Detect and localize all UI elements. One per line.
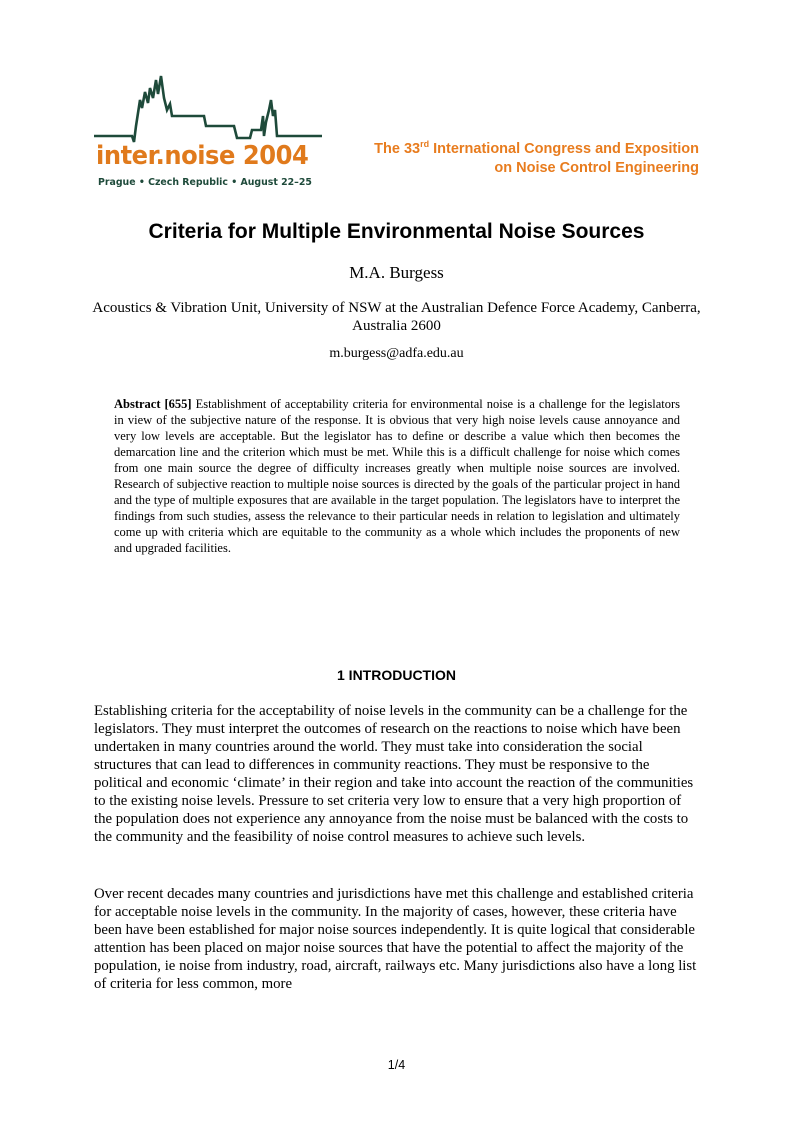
conference-header [330,140,699,178]
author-email: m.burgess@adfa.edu.au [329,346,464,361]
abstract [114,396,680,556]
conference-line-2: on Noise Control Engineering [494,160,699,176]
skyline-waveform-icon [94,70,326,150]
conference-prefix: The 33 [374,141,421,157]
logo-wordmark: inter.noise 2004 [96,141,309,171]
abstract-label: Abstract [655] [114,397,192,411]
conference-line-1 [330,140,699,159]
conference-ordinal: rd [420,139,430,149]
body-paragraph: Establishing criteria for the acceptability of noise levels in the community can be a challenge for the legislators. They must interpret the outcomes of research on the reactions to noise which have been undertaken in many countries around the world. They must take into consideration the social structures that can lead to differences in community reactions. They must be responsive to the political and economic ‘climate’ in their region and take into account the reaction of the communities to the existing noise levels. Pressure to set criteria very low to ensure that a very high proportion of the population does not experience any annoyance from the noise must be balanced with the costs to the community and the feasibility of noise control measures to achieve such levels. [94,703,694,845]
conference-logo [94,70,326,196]
abstract-text: Establishment of acceptability criteria for environmental noise is a challenge for the legislators in view of the subjective nature of the response. It is obvious that very high noise levels cause annoyance and very low levels are acceptable. But the legislator has to define or describe a value which then becomes the demarcation line and the criterion which must be met. While this is a difficult challenge for noise which comes from one main source the degree of difficulty increases greatly when multiple noise sources are involved. Research of subjective reaction to multiple noise sources is directed by the goals of the particular project in hand and the type of multiple exposures that are available in the target population. The legislators have to interpret the findings from such studies, assess the relevance to their particular needs in relation to legislation and ultimately come up with criteria which are equitable to the community as a whole which includes the proponents of new and upgraded facilities. [114,397,681,555]
body-paragraph: Over recent decades many countries and jurisdictions have met this challenge and established criteria for acceptable noise levels in the community. In the majority of cases, however, these criteria have been have been established for major noise sources independently. It is quite logical that considerable attention has been placed on major noise sources that have the potential to affect the majority of the population, ie noise from industry, road, aircraft, railways etc. Many jurisdictions also have a long list of criteria for less common, more [94,886,697,992]
logo-subtitle: Prague • Czech Republic • August 22–25 [98,177,312,188]
paper-author: M.A. Burgess [349,263,444,282]
paper-title: Criteria for Multiple Environmental Noise Sources [148,220,645,243]
section-heading: 1 INTRODUCTION [337,667,456,683]
conference-suffix: International Congress and Exposition [429,141,699,157]
page-number: 1/4 [387,1058,406,1072]
paper-affiliation: Acoustics & Vibration Unit, University of NSW at the Australian Defence Force Academy, Canberra, Australia 2600 [92,300,701,334]
